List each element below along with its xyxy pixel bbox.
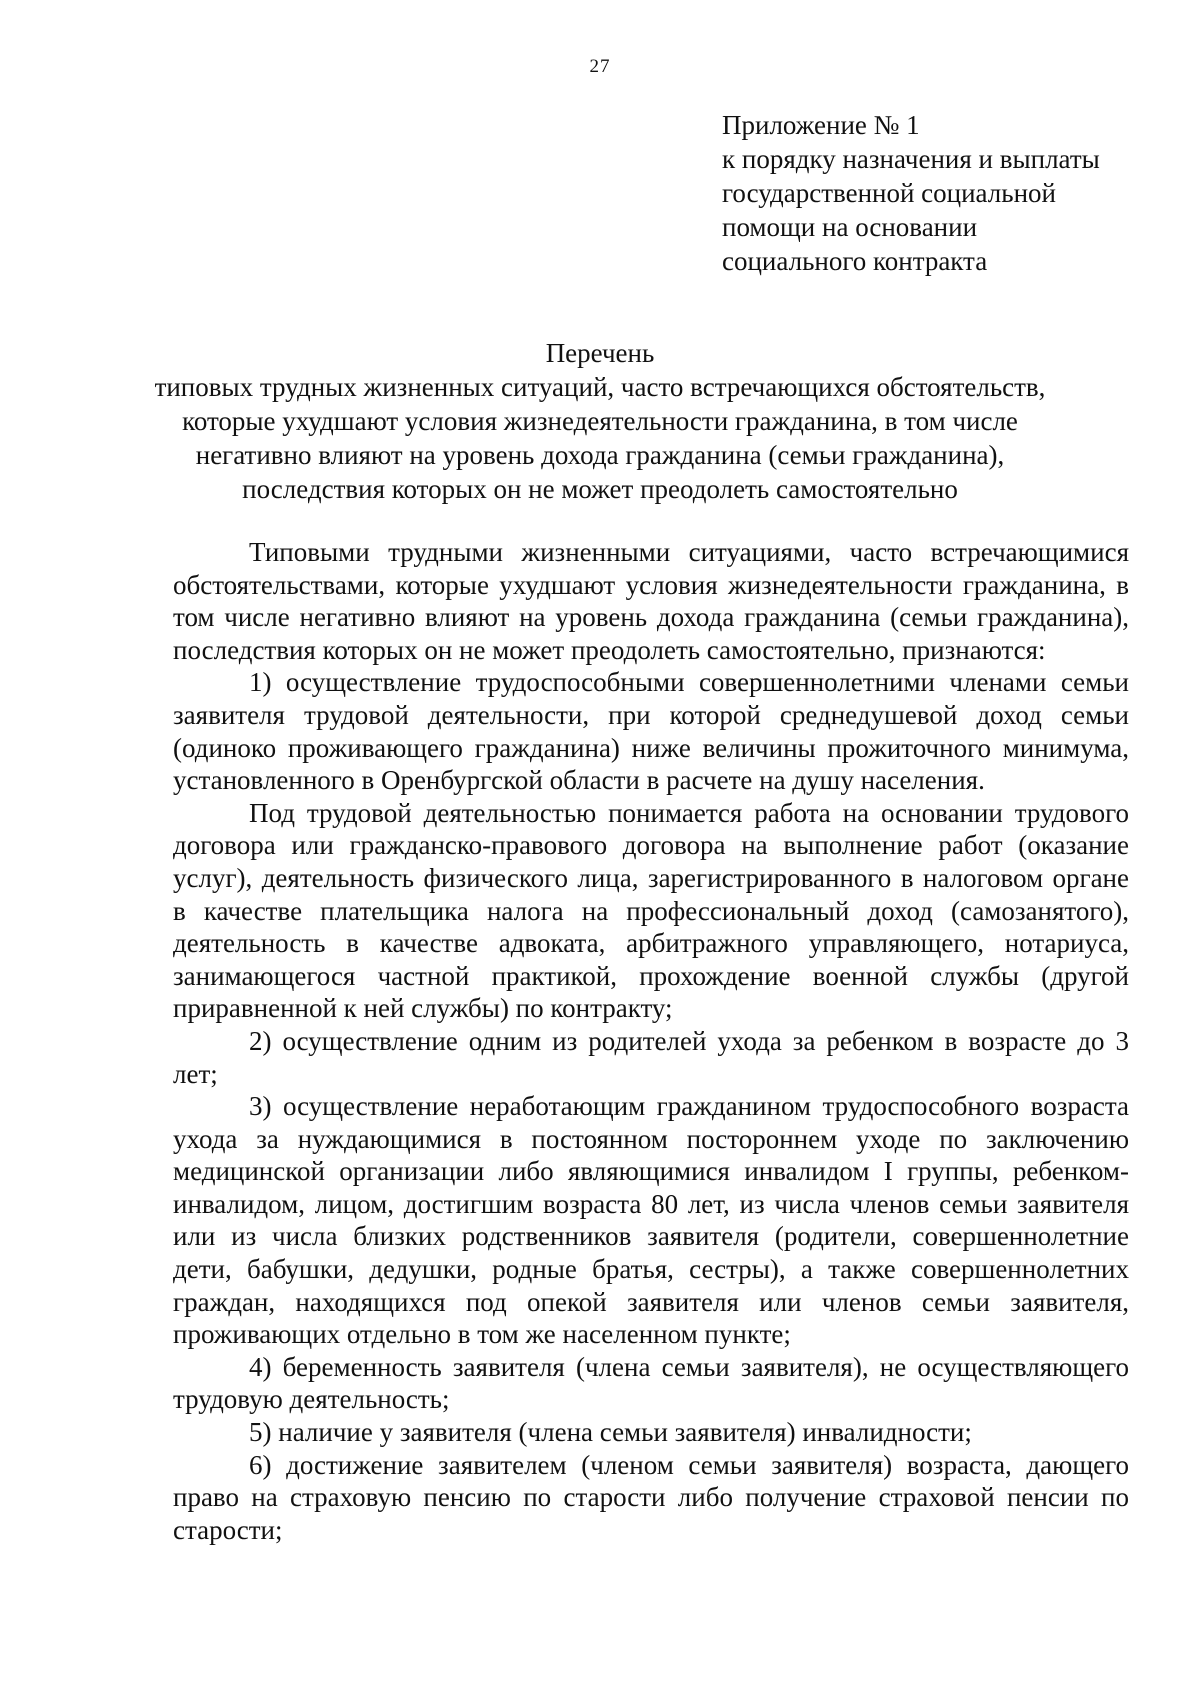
- list-item-4: 4) беременность заявителя (члена семьи заявителя), не осуществляющего трудовую деятельность;: [173, 1351, 1129, 1415]
- title-heading: Перечень: [545, 338, 655, 368]
- annex-line: государственной социальной: [722, 178, 1056, 208]
- annex-line: к порядку назначения и выплаты: [722, 144, 1100, 174]
- document-body: [173, 536, 1129, 1546]
- annex-line: Приложение № 1: [722, 110, 920, 140]
- list-item-1: 1) осуществление трудоспособными совершеннолетними членами семьи заявителя трудовой деятельности, при которой среднедушевой доход семьи (одиноко проживающего гражданина) ниже величины прожиточного минимума, установленного в Оренбургской области в расчете на душу населения.: [173, 667, 1129, 796]
- title-line: последствия которых он не может преодолеть самостоятельно: [242, 474, 958, 504]
- title-line: которые ухудшают условия жизнедеятельности гражданина, в том числе: [182, 406, 1018, 436]
- document-title: [150, 336, 1050, 506]
- list-item-2: 2) осуществление одним из родителей ухода за ребенком в возрасте до 3 лет;: [173, 1025, 1129, 1089]
- annex-header: [722, 108, 1162, 278]
- annex-line: социального контракта: [722, 246, 988, 276]
- page-number: 27: [589, 56, 611, 77]
- paragraph-intro: Типовыми трудными жизненными ситуациями, часто встречающимися обстоятельствами, которые ухудшают условия жизнедеятельности граждaнина, в том числе негативно влияют на уровень дохода гражданина (семьи гражданина), последствия которых он не может преодолеть самостоятельно, признаются:: [173, 537, 1129, 665]
- list-item-6: 6) достижение заявителем (членом семьи заявителя) возраста, дающего право на страховую пенсию по старости либо получение страховой пенсии по старости;: [173, 1449, 1129, 1545]
- title-line: негативно влияют на уровень дохода гражданина (семьи гражданина),: [195, 440, 1005, 470]
- paragraph-labor-definition: Под трудовой деятельностью понимается работа на основании трудового договора или гражданско-правового договора на выполнение работ (оказание услуг), деятельность физического лица, зарегистрированного в налоговом органе в качестве плательщика налога на профессиональный доход (самозанятого), деятельность в качестве адвоката, арбитражного управляющего, нотариуса, занимающегося частной практикой, прохождение военной службы (другой приравненной к ней службы) по контракту;: [173, 797, 1129, 1024]
- list-item-5: 5) наличие у заявителя (члена семьи заявителя) инвалидности;: [249, 1417, 972, 1448]
- annex-line: помощи на основании: [722, 212, 978, 242]
- title-line: типовых трудных жизненных ситуаций, часто встречающихся обстоятельств,: [154, 372, 1046, 402]
- list-item-3: 3) осуществление неработающим гражданином трудоспособного возраста ухода за нуждающимися в постоянном постороннем уходе по заключению медицинской организации либо являющимися инвалидом I группы, ребенком-инвалидом, лицом, достигшим возраста 80 лет, из числа членов семьи заявителя или из числа близких родственников заявителя (родители, совершеннолетние дети, бабушки, дедушки, родные братья, сестры), а также совершеннолетних граждан, находящихся под опекой заявителя или членов семьи заявителя, проживающих отдельно в том же населенном пункте;: [173, 1091, 1129, 1350]
